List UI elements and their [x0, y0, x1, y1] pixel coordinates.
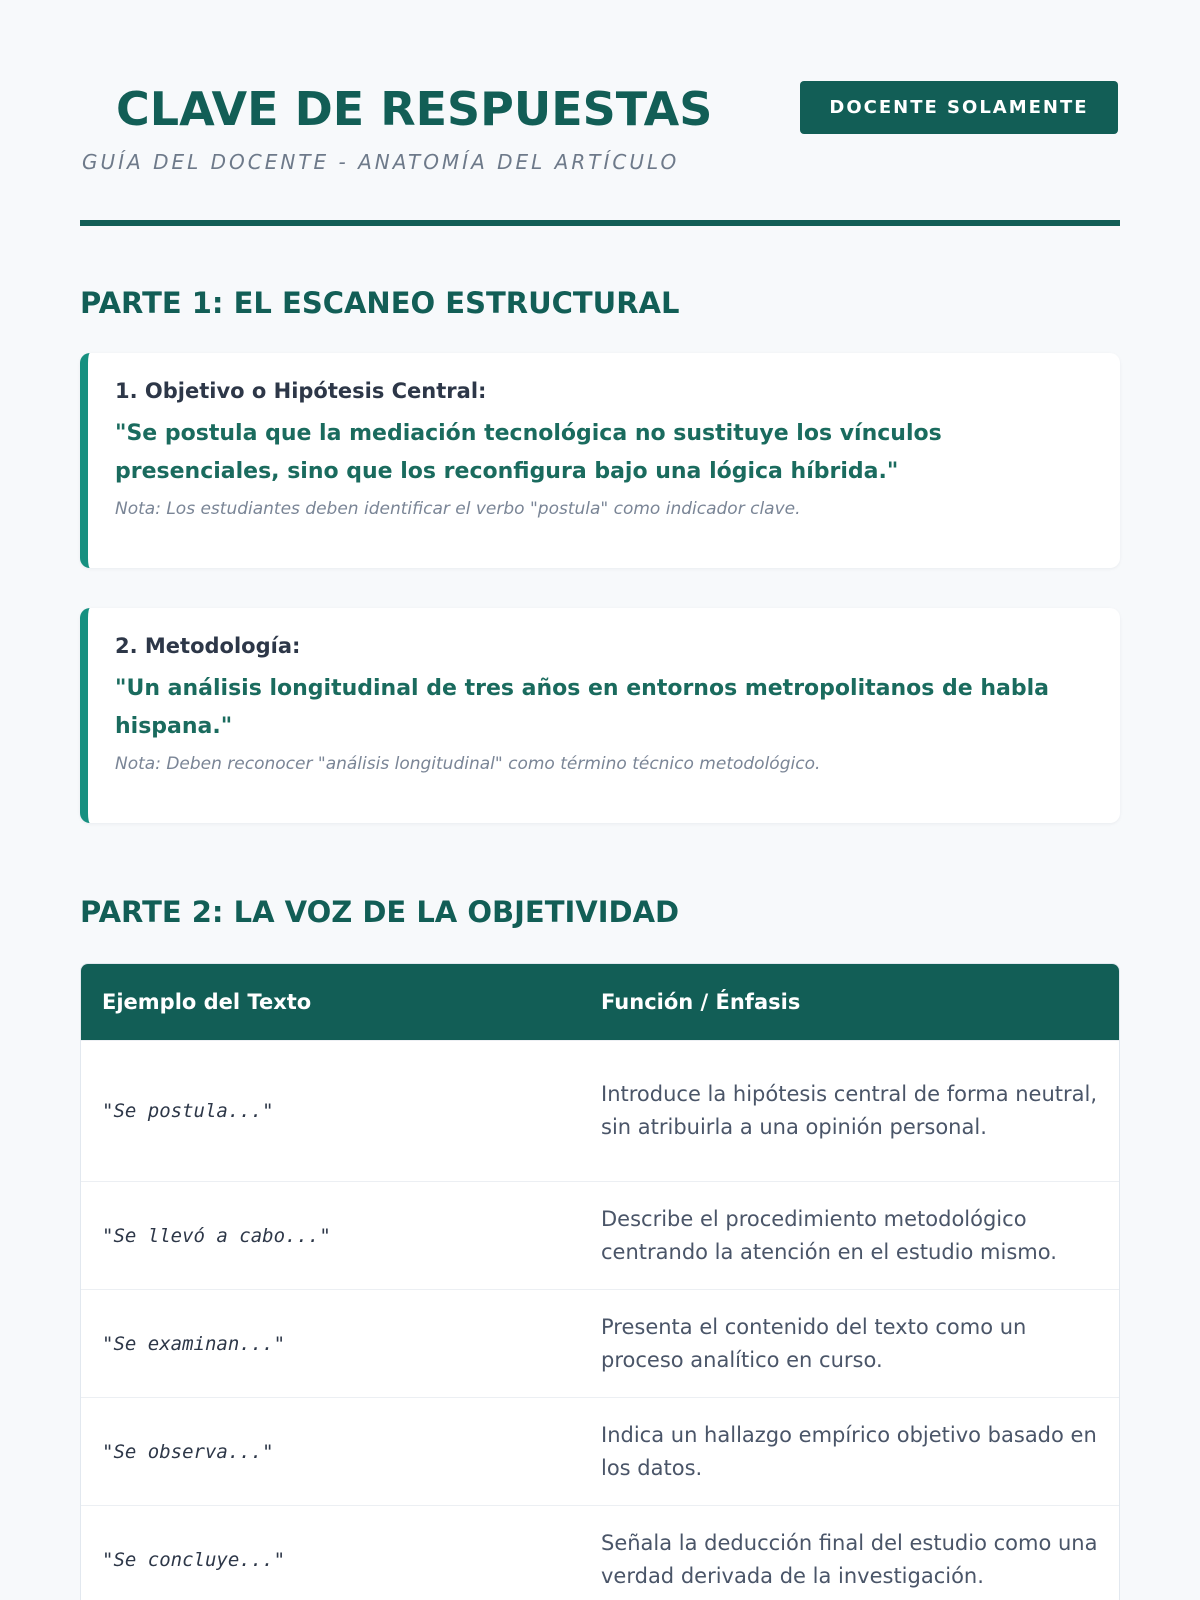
card-quote: "Se postula que la mediación tecnológica no sustituye los vínculos presenciales, sino que los reconfigura bajo una lógica híbrida." — [115, 421, 942, 484]
function-cell: Introduce la hipótesis central de forma neutral, sin atribuirla a una opinión personal. — [601, 1082, 1098, 1139]
page-subtitle: GUÍA DEL DOCENTE - ANATOMÍA DEL ARTÍCULO — [82, 150, 680, 174]
function-cell: Indica un hallazgo empírico objetivo basado en los datos. — [601, 1422, 1097, 1480]
column-header-example: Ejemplo del Texto — [102, 990, 312, 1014]
card-label: 2. Metodología: — [115, 634, 301, 658]
function-cell: Describe el procedimiento metodológico centrando la atención en el estudio mismo. — [601, 1206, 1057, 1264]
hypothesis-card — [80, 353, 1120, 568]
function-cell: Presenta el contenido del texto como un proceso analítico en curso. — [601, 1314, 1027, 1372]
card-note: Nota: Los estudiantes deben identificar el verbo "postula" como indicador clave. — [115, 499, 801, 519]
table-row — [81, 1505, 1119, 1600]
objectivity-table — [80, 963, 1120, 1600]
table-header — [81, 964, 1119, 1040]
table-row — [81, 1181, 1119, 1289]
example-cell: "Se llevó a cabo..." — [102, 1224, 331, 1247]
part2-title: PARTE 2: LA VOZ DE LA OBJETIVIDAD — [80, 895, 680, 929]
example-cell: "Se observa..." — [102, 1440, 274, 1463]
card-quote: "Un análisis longitudinal de tres años en entornos metropolitanos de habla hispana." — [115, 676, 1049, 739]
teacher-only-badge: DOCENTE SOLAMENTE — [800, 81, 1118, 134]
example-cell: "Se postula..." — [102, 1100, 274, 1122]
page-header — [80, 0, 1120, 228]
column-header-function: Función / Énfasis — [601, 990, 801, 1014]
card-note: Nota: Deben reconocer "análisis longitudinal" como término técnico metodológico. — [115, 754, 821, 774]
methodology-card — [80, 608, 1120, 823]
function-cell: Señala la deducción final del estudio como una verdad derivada de la investigación. — [601, 1530, 1098, 1588]
card-label: 1. Objetivo o Hipótesis Central: — [115, 379, 487, 403]
example-cell: "Se examinan..." — [102, 1332, 286, 1355]
table-row — [81, 1397, 1119, 1505]
example-cell: "Se concluye..." — [102, 1548, 286, 1571]
table-row — [81, 1040, 1119, 1181]
header-divider — [80, 220, 1120, 226]
table-row — [81, 1289, 1119, 1397]
part1-title: PARTE 1: EL ESCANEO ESTRUCTURAL — [80, 286, 680, 320]
page-title: CLAVE DE RESPUESTAS — [116, 82, 713, 136]
